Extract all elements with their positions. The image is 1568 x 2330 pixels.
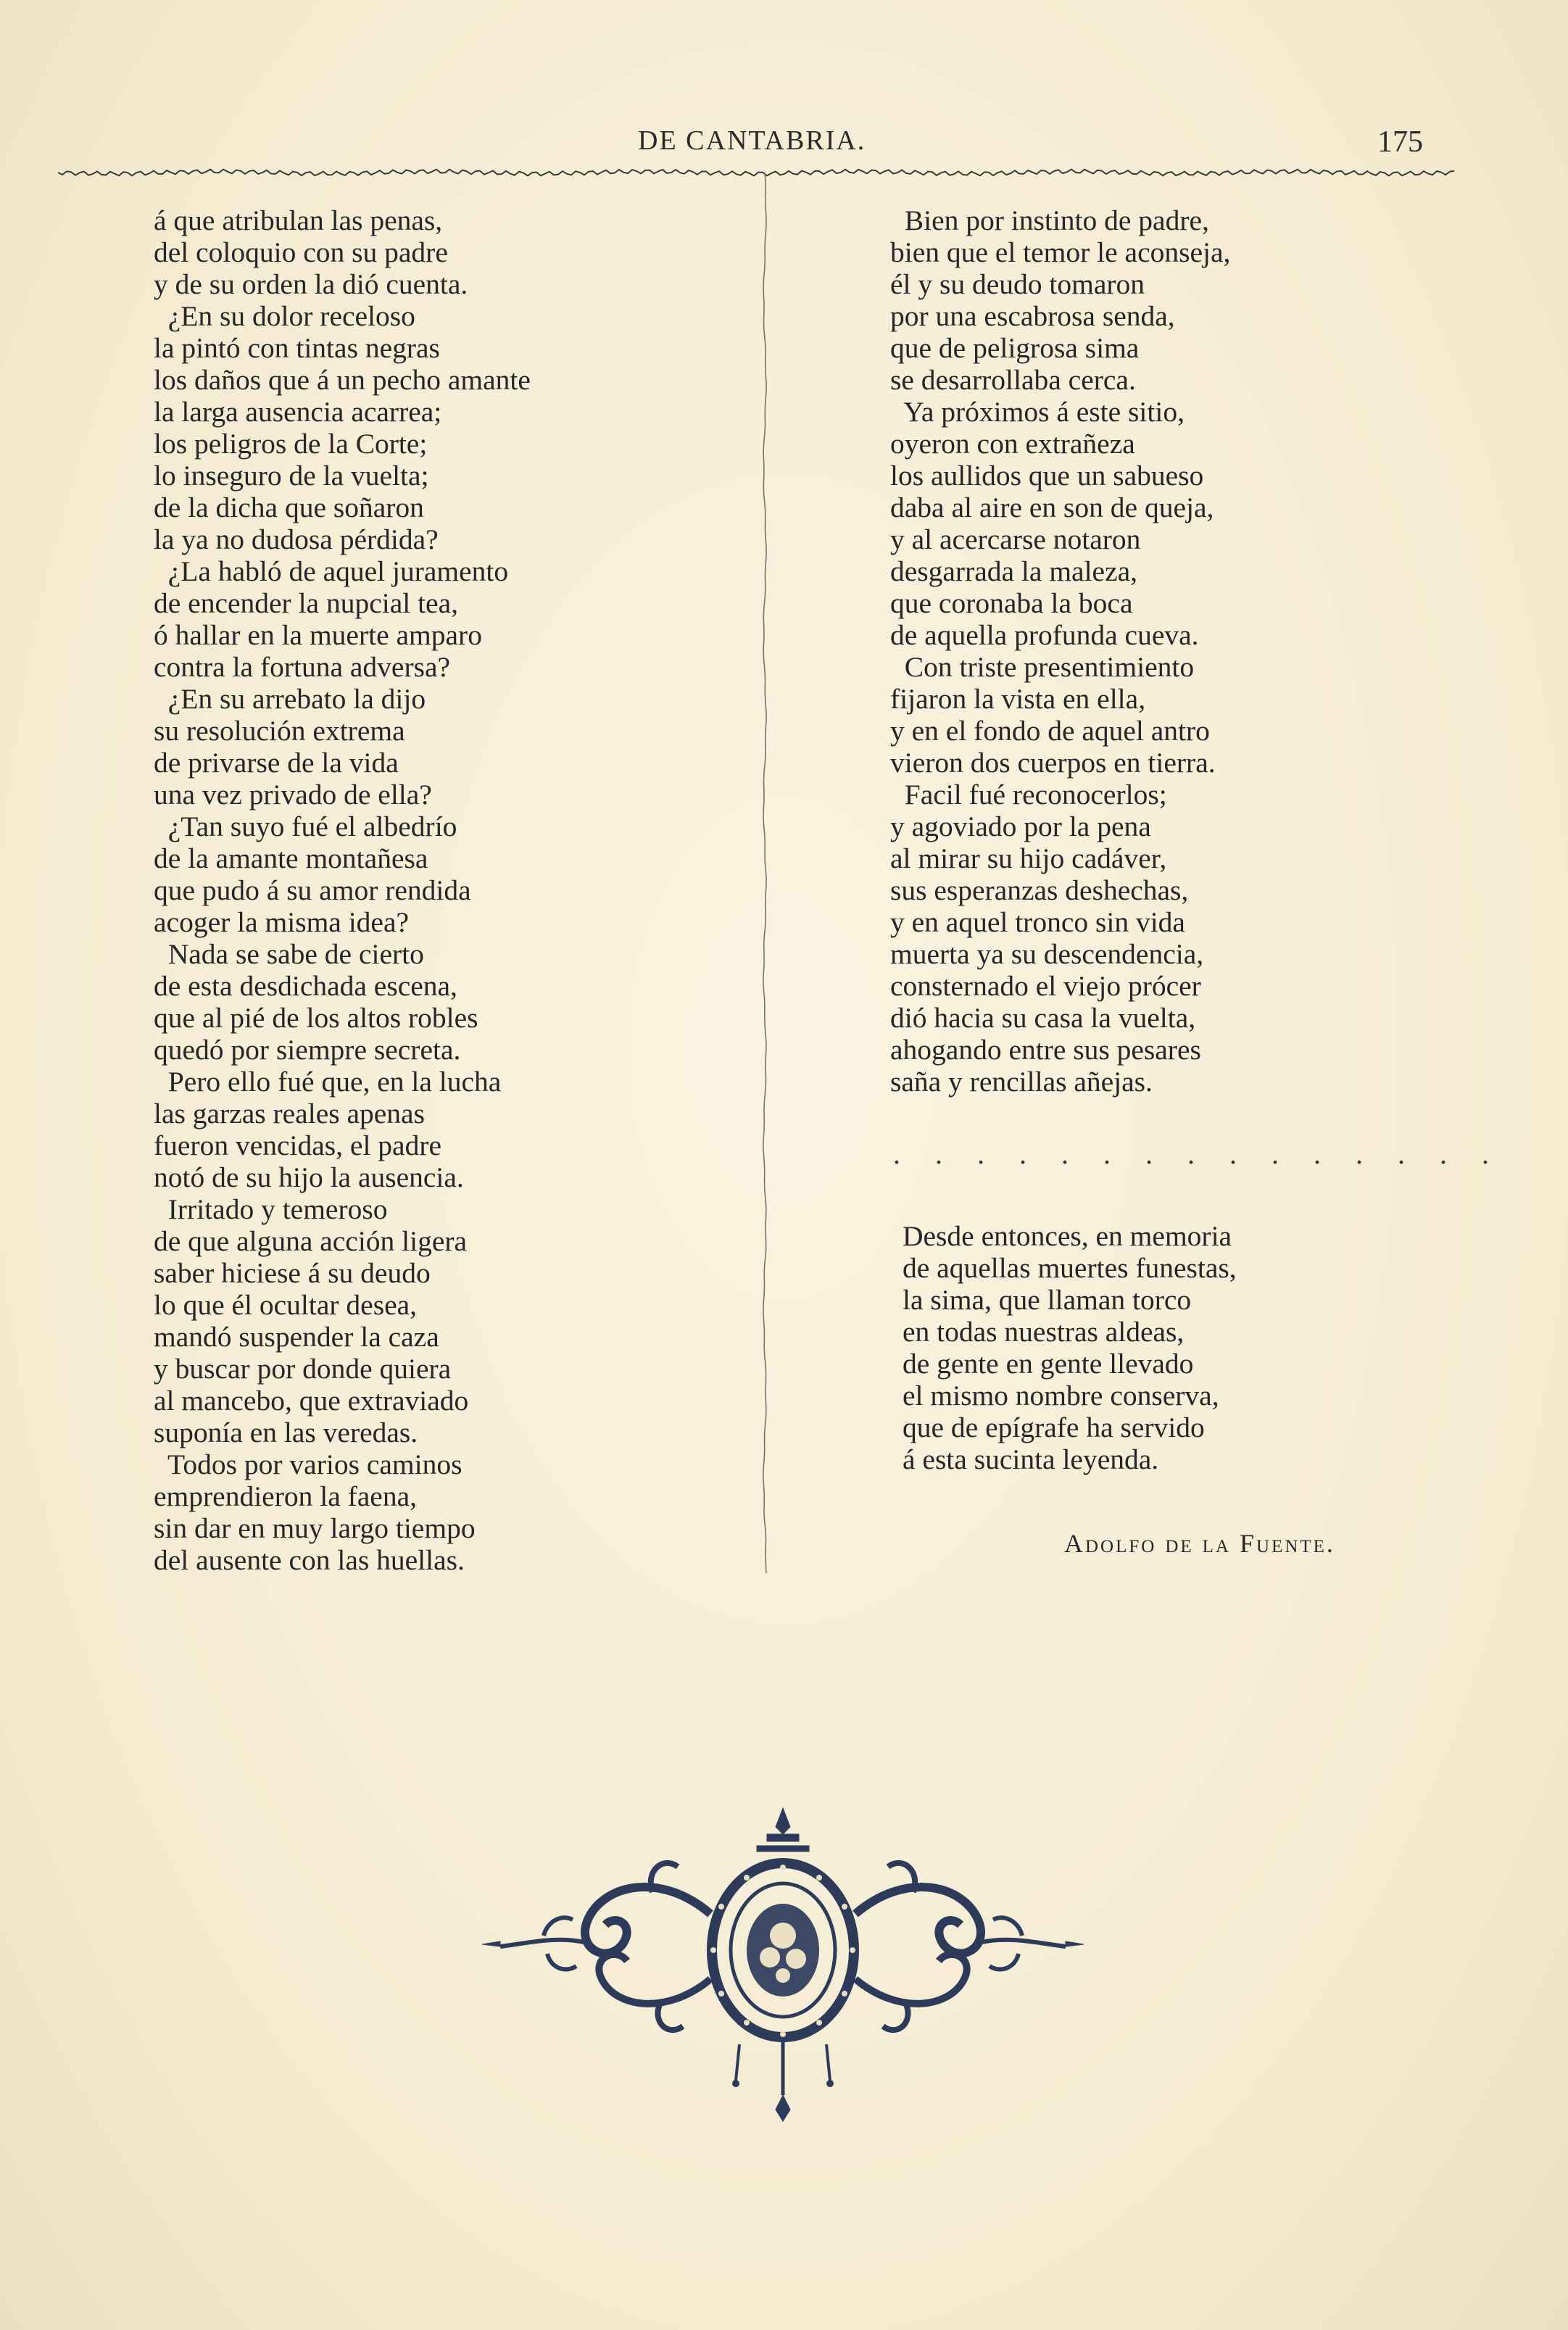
verse-line: ¿Tan suyo fué el albedrío [154, 810, 457, 842]
verse-line: contra la fortuna adversa? [154, 651, 451, 683]
verse-line: que de peligrosa sima [890, 332, 1140, 364]
verse-line: una vez privado de ella? [154, 779, 432, 810]
verse-line: se desarrollaba cerca. [890, 364, 1136, 396]
verse-line: Desde entonces, en memoria [903, 1220, 1232, 1252]
verse-line: ó hallar en la muerte amparo [154, 619, 482, 651]
verse-line: oyeron con extrañeza [890, 428, 1135, 460]
verse-line: en todas nuestras aldeas, [903, 1316, 1185, 1348]
page-number: 175 [1377, 125, 1423, 159]
verse-line: suponía en las veredas. [154, 1417, 418, 1448]
verse-line: Facil fué reconocerlos; [890, 779, 1167, 810]
verse-line: ¿En su arrebato la dijo [154, 683, 426, 715]
verse-line: Nada se sabe de cierto [154, 938, 424, 970]
verse-line: los aullidos que un sabueso [890, 460, 1204, 492]
verse-line: los daños que á un pecho amante [154, 364, 531, 396]
verse-line: Irritado y temeroso [154, 1193, 388, 1225]
left-column [154, 204, 531, 1576]
verse-line: emprendieron la faena, [154, 1480, 417, 1512]
verse-line: consternado el viejo prócer [890, 970, 1201, 1002]
verse-line: sus esperanzas deshechas, [890, 874, 1189, 906]
verse-line: á esta sucinta leyenda. [903, 1443, 1159, 1475]
verse-line: de privarse de la vida [154, 747, 399, 779]
verse-line: de encender la nupcial tea, [154, 587, 458, 619]
verse-line: las garzas reales apenas [154, 1098, 425, 1129]
verse-line: al mancebo, que extraviado [154, 1385, 469, 1417]
verse-line: de la amante montañesa [154, 842, 428, 874]
postscript-stanza [903, 1220, 1237, 1475]
verse-line: saña y rencillas añejas. [890, 1066, 1153, 1098]
verse-line: y en aquel tronco sin vida [890, 906, 1185, 938]
verse-line: que pudo á su amor rendida [154, 874, 471, 906]
verse-line: Con triste presentimiento [890, 651, 1195, 683]
verse-line: la ya no dudosa pérdida? [154, 523, 439, 555]
column-divider [754, 173, 776, 1575]
verse-line: daba al aire en son de queja, [890, 492, 1214, 523]
verse-line: y de su orden la dió cuenta. [154, 268, 468, 300]
verse-line: y buscar por donde quiera [154, 1353, 452, 1385]
verse-line: lo inseguro de la vuelta; [154, 460, 429, 492]
verse-line: de esta desdichada escena, [154, 970, 457, 1002]
verse-line: Pero ello fué que, en la lucha [154, 1066, 502, 1098]
verse-line: y al acercarse notaron [890, 523, 1141, 555]
verse-line: desgarrada la maleza, [890, 555, 1138, 587]
verse-line: la larga ausencia acarrea; [154, 396, 442, 428]
verse-line: que de epígrafe ha servido [903, 1411, 1205, 1443]
verse-line: saber hiciese á su deudo [154, 1257, 431, 1289]
verse-line: quedó por siempre secreta. [154, 1034, 461, 1066]
verse-line: el mismo nombre conserva, [903, 1380, 1219, 1411]
verse-line: de que alguna acción ligera [154, 1225, 468, 1257]
verse-line: que al pié de los altos robles [154, 1002, 478, 1034]
verse-line: que coronaba la boca [890, 587, 1133, 619]
verse-line: y agoviado por la pena [890, 810, 1151, 842]
verse-line: muerta ya su descendencia, [890, 938, 1204, 970]
verse-line: ¿La habló de aquel juramento [154, 555, 509, 587]
verse-line: acoger la misma idea? [154, 906, 410, 938]
verse-line: vieron dos cuerpos en tierra. [890, 747, 1216, 779]
verse-line: lo que él ocultar desea, [154, 1289, 418, 1321]
verse-line: notó de su hijo la ausencia. [154, 1161, 464, 1193]
verse-line: sin dar en muy largo tiempo [154, 1512, 476, 1544]
verse-line: fijaron la vista en ella, [890, 683, 1146, 715]
verse-line: de aquella profunda cueva. [890, 619, 1199, 651]
verse-line: mandó suspender la caza [154, 1321, 439, 1353]
floral-ornament-icon [478, 1805, 1087, 2124]
verse-line: de la dicha que soñaron [154, 492, 424, 523]
verse-line: por una escabrosa senda, [890, 300, 1175, 332]
verse-line: fueron vencidas, el padre [154, 1129, 442, 1161]
verse-line: al mirar su hijo cadáver, [890, 842, 1167, 874]
right-column [890, 204, 1230, 1098]
verse-line: bien que el temor le aconseja, [890, 236, 1231, 268]
verse-line: dió hacia su casa la vuelta, [890, 1002, 1196, 1034]
verse-line: y en el fondo de aquel antro [890, 715, 1210, 747]
verse-line: de gente en gente llevado [903, 1348, 1194, 1380]
verse-line: Bien por instinto de padre, [890, 204, 1209, 236]
verse-line: la pintó con tintas negras [154, 332, 440, 364]
verse-line: del coloquio con su padre [154, 236, 448, 268]
verse-line: á que atribulan las penas, [154, 204, 443, 236]
verse-line: Todos por varios caminos [154, 1448, 462, 1480]
verse-line: de aquellas muertes funestas, [903, 1252, 1237, 1284]
verse-line: su resolución extrema [154, 715, 405, 747]
verse-line: la sima, que llaman torco [903, 1284, 1192, 1316]
verse-line: Ya próximos á este sitio, [890, 396, 1185, 428]
running-title: DE CANTABRIA. [638, 125, 866, 156]
verse-line: ahogando entre sus pesares [890, 1034, 1201, 1066]
author-signature: Adolfo de la Fuente. [1064, 1529, 1335, 1558]
ellipsis-separator: . . . . . . . . . . . . . . . [893, 1137, 1503, 1170]
verse-line: del ausente con las huellas. [154, 1544, 465, 1576]
verse-line: él y su deudo tomaron [890, 268, 1145, 300]
verse-line: los peligros de la Corte; [154, 428, 428, 460]
verse-line: ¿En su dolor receloso [154, 300, 415, 332]
